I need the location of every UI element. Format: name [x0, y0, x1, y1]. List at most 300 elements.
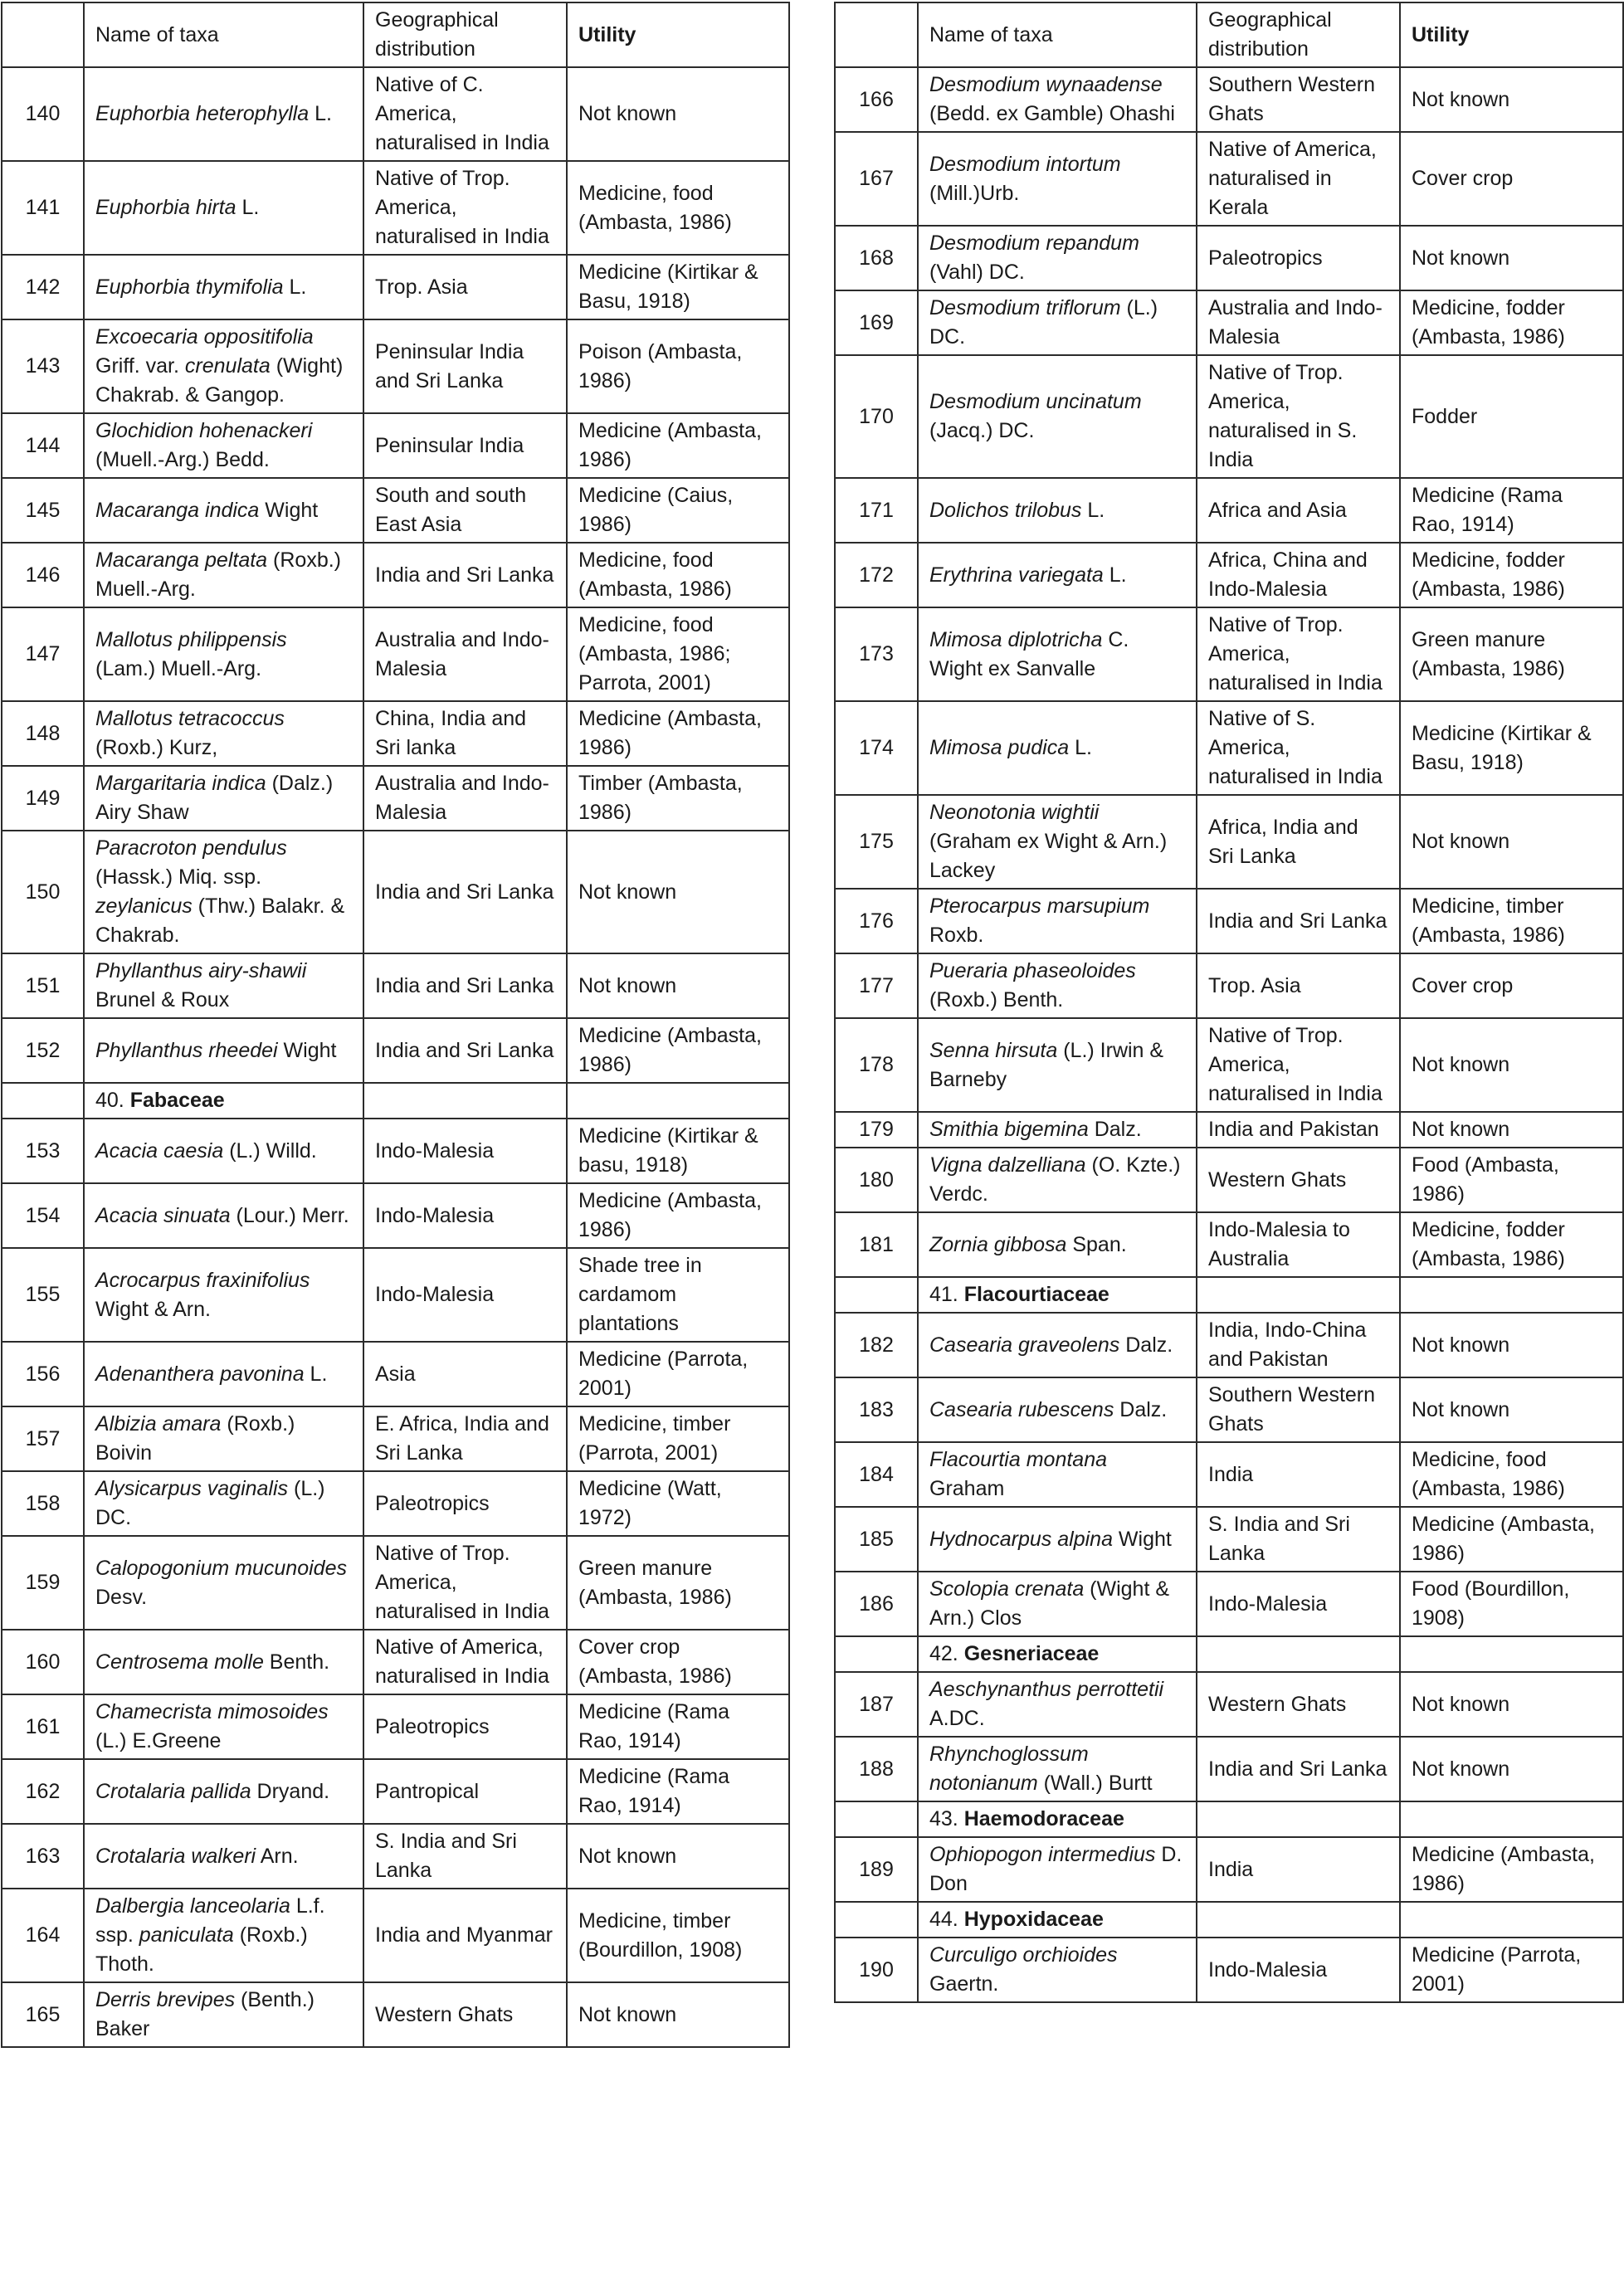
utility: Medicine (Kirtikar & Basu, 1918) [1400, 701, 1623, 795]
geographical-distribution: Trop. Asia [1197, 953, 1400, 1018]
species-name: Desmodium intortum [929, 152, 1121, 176]
author: (L.) DC. [95, 1477, 325, 1529]
taxa-name [84, 831, 363, 953]
row-number: 156 [2, 1342, 84, 1406]
taxa-name [918, 1737, 1197, 1801]
row-number: 153 [2, 1119, 84, 1183]
row-number: 186 [835, 1572, 918, 1636]
taxa-name [84, 701, 363, 766]
row-number: 150 [2, 831, 84, 953]
author: (Hassk.) Miq. ssp. [95, 865, 262, 889]
species-name: Excoecaria oppositifolia [95, 325, 314, 349]
author: L.f. ssp. [95, 1894, 325, 1947]
geographical-distribution: Peninsular India and Sri Lanka [363, 319, 567, 413]
utility: Medicine, food (Ambasta, 1986) [567, 543, 789, 607]
family-number: 43. [929, 1807, 958, 1830]
family-title: Hypoxidaceae [963, 1908, 1104, 1931]
geographical-distribution: India and Sri Lanka [1197, 889, 1400, 953]
row-number: 168 [835, 226, 918, 290]
family-number: 44. [929, 1908, 958, 1931]
species-name: Scolopia crenata [929, 1577, 1085, 1601]
species-name: Smithia bigemina [929, 1118, 1089, 1141]
row-number: 170 [835, 355, 918, 478]
geographical-distribution: India and Myanmar [363, 1889, 567, 1982]
row-number: 176 [835, 889, 918, 953]
family-number: 42. [929, 1642, 958, 1665]
geo-cell [363, 1083, 567, 1119]
author: Benth. [263, 1650, 330, 1674]
taxa-name [84, 1889, 363, 1982]
author: L. [1103, 563, 1127, 587]
species-name: Derris brevipes [95, 1988, 236, 2011]
utility-cell [1400, 1801, 1623, 1837]
taxa-name [918, 478, 1197, 543]
geographical-distribution: India [1197, 1442, 1400, 1507]
species-name: Ophiopogon intermedius [929, 1843, 1156, 1866]
family-name [918, 1902, 1197, 1938]
table-row [835, 1507, 1623, 1572]
species-name: Mimosa diplotricha [929, 627, 1103, 651]
utility: Medicine, timber (Parrota, 2001) [567, 1406, 789, 1471]
utility: Not known [1400, 1313, 1623, 1377]
author: (Roxb.) Kurz, [95, 736, 218, 759]
row-number: 159 [2, 1536, 84, 1630]
author: (L.) E.Greene [95, 1729, 222, 1752]
species-name: Dolichos trilobus [929, 498, 1082, 522]
geographical-distribution: Southern Western Ghats [1197, 67, 1400, 132]
species-name: Curculigo orchioides [929, 1943, 1118, 1967]
row-number: 185 [835, 1507, 918, 1572]
row-number: 165 [2, 1982, 84, 2047]
geographical-distribution: Paleotropics [1197, 226, 1400, 290]
geographical-distribution: Pantropical [363, 1759, 567, 1824]
row-number: 181 [835, 1212, 918, 1277]
family-row [835, 1277, 1623, 1313]
species-name: Phyllanthus airy-shawii [95, 959, 307, 982]
author: L. [1069, 736, 1092, 759]
row-number: 155 [2, 1248, 84, 1342]
geo-cell [1197, 1277, 1400, 1313]
author: (Lam.) Muell.-Arg. [95, 656, 262, 680]
family-title: Flacourtiaceae [963, 1283, 1109, 1306]
author: L. [309, 102, 332, 125]
author: (Bedd. ex Gamble) Ohashi [929, 102, 1175, 125]
utility-cell [567, 1083, 789, 1119]
geographical-distribution: India and Pakistan [1197, 1112, 1400, 1148]
infraspecific-name: paniculata [139, 1923, 234, 1947]
row-number: 149 [2, 766, 84, 831]
species-name: Pterocarpus marsupium [929, 894, 1150, 918]
taxa-name [84, 1536, 363, 1630]
author: Griff. var. [95, 354, 185, 378]
species-name: Euphorbia thymifolia [95, 275, 284, 299]
geographical-distribution: Native of Trop. America, naturalised in India [1197, 1018, 1400, 1112]
table-row [2, 161, 789, 255]
species-name: Pueraria phaseoloides [929, 959, 1136, 982]
taxa-name [918, 67, 1197, 132]
species-name: Chamecrista mimosoides [95, 1700, 329, 1723]
table-row [2, 953, 789, 1018]
geographical-distribution: Native of C. America, naturalised in India [363, 67, 567, 161]
geographical-distribution: India and Sri Lanka [363, 831, 567, 953]
table-row [2, 1018, 789, 1083]
utility: Green manure (Ambasta, 1986) [567, 1536, 789, 1630]
table-row [2, 1694, 789, 1759]
author: Desv. [95, 1585, 148, 1609]
infraspecific-name: zeylanicus [95, 894, 193, 918]
table-row [2, 1406, 789, 1471]
table-row [835, 1442, 1623, 1507]
utility: Medicine (Ambasta, 1986) [567, 1183, 789, 1248]
row-number: 167 [835, 132, 918, 226]
author: Gaertn. [929, 1972, 999, 1996]
taxa-name [84, 161, 363, 255]
family-name [84, 1083, 363, 1119]
species-name: Mallotus tetracoccus [95, 707, 285, 730]
taxa-name [918, 132, 1197, 226]
utility: Medicine (Ambasta, 1986) [567, 1018, 789, 1083]
taxa-name [918, 1148, 1197, 1212]
row-number [835, 1636, 918, 1672]
species-name: Acacia sinuata [95, 1203, 231, 1227]
header-row [835, 2, 1623, 67]
row-number [835, 1277, 918, 1313]
author: Arn. [256, 1844, 299, 1868]
geo-cell [1197, 1902, 1400, 1938]
infraspecific-name: crenulata [184, 354, 271, 378]
utility: Green manure (Ambasta, 1986) [1400, 607, 1623, 701]
author: (Dalz.) Airy Shaw [95, 772, 334, 824]
geographical-distribution: Africa, China and Indo-Malesia [1197, 543, 1400, 607]
utility: Not known [567, 1824, 789, 1889]
utility: Not known [1400, 1112, 1623, 1148]
geographical-distribution: China, India and Sri lanka [363, 701, 567, 766]
author: (Lour.) Merr. [230, 1203, 349, 1227]
taxa-name [84, 543, 363, 607]
taxa-name [918, 701, 1197, 795]
table-row [2, 1536, 789, 1630]
row-number: 171 [835, 478, 918, 543]
row-number: 146 [2, 543, 84, 607]
utility: Medicine, food (Ambasta, 1986) [1400, 1442, 1623, 1507]
geographical-distribution: Paleotropics [363, 1471, 567, 1536]
header-utility: Utility [1400, 2, 1623, 67]
author: Graham [929, 1477, 1005, 1500]
species-name: Macaranga indica [95, 498, 260, 522]
species-name: Desmodium repandum [929, 232, 1139, 255]
utility: Not known [567, 953, 789, 1018]
utility: Medicine, fodder (Ambasta, 1986) [1400, 290, 1623, 355]
geo-cell [1197, 1636, 1400, 1672]
utility: Poison (Ambasta, 1986) [567, 319, 789, 413]
taxa-name [84, 1824, 363, 1889]
taxa-name [918, 1672, 1197, 1737]
taxa-name [918, 1442, 1197, 1507]
row-number: 182 [835, 1313, 918, 1377]
utility: Medicine, timber (Bourdillon, 1908) [567, 1889, 789, 1982]
row-number: 183 [835, 1377, 918, 1442]
taxa-name [918, 607, 1197, 701]
utility: Not known [567, 1982, 789, 2047]
taxa-name [84, 255, 363, 319]
author: (O. Kzte.) Verdc. [929, 1153, 1181, 1206]
table-row [835, 1837, 1623, 1902]
taxa-name [84, 1183, 363, 1248]
taxa-name [84, 766, 363, 831]
family-name [918, 1636, 1197, 1672]
taxa-name [918, 1112, 1197, 1148]
species-name: Alysicarpus vaginalis [95, 1477, 289, 1500]
geographical-distribution: Indo-Malesia [363, 1183, 567, 1248]
row-number: 160 [2, 1630, 84, 1694]
utility: Medicine, food (Ambasta, 1986; Parrota, 2001) [567, 607, 789, 701]
family-row [835, 1801, 1623, 1837]
author: (Wight & Arn.) Clos [929, 1577, 1170, 1630]
header-row [2, 2, 789, 67]
species-name: Glochidion hohenackeri [95, 419, 313, 442]
row-number: 147 [2, 607, 84, 701]
author: L. [236, 196, 260, 219]
species-name: Casearia graveolens [929, 1333, 1120, 1357]
utility: Timber (Ambasta, 1986) [567, 766, 789, 831]
table-row [2, 766, 789, 831]
row-number: 187 [835, 1672, 918, 1737]
row-number: 164 [2, 1889, 84, 1982]
row-number: 152 [2, 1018, 84, 1083]
table-row [2, 1759, 789, 1824]
species-name: Vigna dalzelliana [929, 1153, 1086, 1177]
family-row [835, 1636, 1623, 1672]
row-number: 157 [2, 1406, 84, 1471]
species-name: Macaranga peltata [95, 548, 268, 572]
table-row [835, 478, 1623, 543]
table-row [2, 543, 789, 607]
taxa-name [84, 413, 363, 478]
table-row [2, 478, 789, 543]
row-number: 162 [2, 1759, 84, 1824]
table-row [835, 290, 1623, 355]
taxa-name [84, 1471, 363, 1536]
taxa-name [918, 1507, 1197, 1572]
species-name: Hydnocarpus alpina [929, 1527, 1113, 1551]
species-name: Senna hirsuta [929, 1038, 1058, 1062]
taxa-name [84, 1694, 363, 1759]
table-row [835, 226, 1623, 290]
table-row [835, 889, 1623, 953]
table-row [835, 795, 1623, 889]
geographical-distribution: Western Ghats [1197, 1672, 1400, 1737]
author: Wight & Arn. [95, 1297, 211, 1321]
geographical-distribution: Australia and Indo-Malesia [1197, 290, 1400, 355]
header-utility: Utility [567, 2, 789, 67]
utility: Medicine (Watt, 1972) [567, 1471, 789, 1536]
row-number: 173 [835, 607, 918, 701]
author: Dalz. [1119, 1333, 1173, 1357]
utility: Not known [1400, 226, 1623, 290]
utility: Medicine (Ambasta, 1986) [567, 413, 789, 478]
author: Dalz. [1114, 1397, 1168, 1421]
taxa-name [84, 953, 363, 1018]
taxa-name [918, 1212, 1197, 1277]
row-number: 172 [835, 543, 918, 607]
table-row [2, 1342, 789, 1406]
taxa-name [84, 478, 363, 543]
family-name [918, 1277, 1197, 1313]
species-name: Desmodium triflorum [929, 296, 1121, 319]
row-number: 142 [2, 255, 84, 319]
utility: Not known [1400, 1672, 1623, 1737]
taxa-name [918, 290, 1197, 355]
header-name: Name of taxa [918, 2, 1197, 67]
geographical-distribution: India [1197, 1837, 1400, 1902]
table-row [2, 1471, 789, 1536]
geographical-distribution: Africa, India and Sri Lanka [1197, 795, 1400, 889]
author: (Roxb.) Muell.-Arg. [95, 548, 341, 601]
utility: Medicine (Ambasta, 1986) [567, 701, 789, 766]
geographical-distribution: Indo-Malesia [1197, 1572, 1400, 1636]
row-number: 188 [835, 1737, 918, 1801]
geographical-distribution: Trop. Asia [363, 255, 567, 319]
geographical-distribution: South and south East Asia [363, 478, 567, 543]
author: A.DC. [929, 1707, 985, 1730]
utility: Medicine, fodder (Ambasta, 1986) [1400, 543, 1623, 607]
utility: Medicine (Parrota, 2001) [1400, 1938, 1623, 2002]
header-geo: Geographical distribution [363, 2, 567, 67]
author: (Wall.) Burtt [1037, 1772, 1153, 1795]
author: (Graham ex Wight & Arn.) Lackey [929, 830, 1168, 882]
infraspecific-author: (Thw.) Balakr. & Chakrab. [95, 894, 345, 947]
table-row [2, 67, 789, 161]
utility: Medicine, timber (Ambasta, 1986) [1400, 889, 1623, 953]
taxa-name [918, 1938, 1197, 2002]
utility: Medicine (Ambasta, 1986) [1400, 1507, 1623, 1572]
table-row [2, 255, 789, 319]
taxa-name [84, 1018, 363, 1083]
table-row [2, 607, 789, 701]
table-row [835, 1938, 1623, 2002]
author: Wight [1112, 1527, 1172, 1551]
species-name: Acrocarpus fraxinifolius [95, 1268, 310, 1292]
utility: Fodder [1400, 355, 1623, 478]
species-name: Erythrina variegata [929, 563, 1104, 587]
author: Wight [277, 1038, 337, 1062]
table-row [835, 607, 1623, 701]
taxa-name [84, 1119, 363, 1183]
taxa-name [84, 67, 363, 161]
geographical-distribution: S. India and Sri Lanka [1197, 1507, 1400, 1572]
row-number: 189 [835, 1837, 918, 1902]
author: Wight [259, 498, 319, 522]
species-name: Crotalaria pallida [95, 1779, 251, 1803]
table-row [835, 1572, 1623, 1636]
geographical-distribution: Western Ghats [1197, 1148, 1400, 1212]
geographical-distribution: Native of Trop. America, naturalised in India [1197, 607, 1400, 701]
utility-cell [1400, 1636, 1623, 1672]
taxa-name [84, 1406, 363, 1471]
species-name: Mallotus philippensis [95, 627, 287, 651]
author: C. Wight ex Sanvalle [929, 627, 1129, 680]
table-row [835, 1148, 1623, 1212]
taxa-name [918, 1018, 1197, 1112]
geographical-distribution: Indo-Malesia [363, 1119, 567, 1183]
geographical-distribution: Asia [363, 1342, 567, 1406]
author: (L.) Willd. [223, 1138, 317, 1163]
table-row [835, 1672, 1623, 1737]
author: (Mill.)Urb. [929, 181, 1020, 205]
utility: Medicine (Parrota, 2001) [567, 1342, 789, 1406]
table-row [835, 132, 1623, 226]
species-name: Paracroton pendulus [95, 836, 287, 860]
utility-cell [1400, 1902, 1623, 1938]
species-name: Dalbergia lanceolaria [95, 1894, 290, 1918]
table-row [2, 319, 789, 413]
utility: Medicine (Kirtikar & Basu, 1918) [567, 255, 789, 319]
geographical-distribution: Australia and Indo-Malesia [363, 766, 567, 831]
utility: Not known [1400, 1377, 1623, 1442]
author: (Roxb.) Benth. [929, 988, 1064, 1011]
family-title: Fabaceae [129, 1089, 225, 1112]
table-row [2, 1824, 789, 1889]
utility: Medicine, food (Ambasta, 1986) [567, 161, 789, 255]
geographical-distribution: Western Ghats [363, 1982, 567, 2047]
species-name: Desmodium uncinatum [929, 390, 1142, 413]
utility: Not known [1400, 1018, 1623, 1112]
utility: Not known [567, 831, 789, 953]
taxa-name [918, 1837, 1197, 1902]
row-number: 178 [835, 1018, 918, 1112]
table-row [2, 413, 789, 478]
table-row [835, 1313, 1623, 1377]
row-number: 177 [835, 953, 918, 1018]
family-number: 40. [95, 1089, 124, 1112]
utility: Not known [1400, 1737, 1623, 1801]
table-row [2, 1248, 789, 1342]
infraspecific-author: (Wight) Chakrab. & Gangop. [95, 354, 344, 407]
header-name: Name of taxa [84, 2, 363, 67]
family-row [835, 1902, 1623, 1938]
geographical-distribution: Native of S. America, naturalised in India [1197, 701, 1400, 795]
geographical-distribution: India and Sri Lanka [363, 1018, 567, 1083]
table-row [835, 355, 1623, 478]
table-row [2, 1889, 789, 1982]
table-row [835, 67, 1623, 132]
row-number: 161 [2, 1694, 84, 1759]
infraspecific-author: (Roxb.) Thoth. [95, 1923, 308, 1976]
geographical-distribution: India and Sri Lanka [363, 543, 567, 607]
row-number: 145 [2, 478, 84, 543]
header-no [2, 2, 84, 67]
species-name: Margaritaria indica [95, 772, 266, 795]
geographical-distribution: Southern Western Ghats [1197, 1377, 1400, 1442]
geographical-distribution: Indo-Malesia [363, 1248, 567, 1342]
author: L. [304, 1362, 328, 1386]
row-number: 163 [2, 1824, 84, 1889]
utility: Cover crop [1400, 953, 1623, 1018]
species-name: Euphorbia heterophylla [95, 102, 310, 125]
utility: Not known [1400, 795, 1623, 889]
geographical-distribution: Native of Trop. America, naturalised in S. India [1197, 355, 1400, 478]
utility: Food (Ambasta, 1986) [1400, 1148, 1623, 1212]
taxa-name [918, 1377, 1197, 1442]
row-number: 169 [835, 290, 918, 355]
species-name: Euphorbia hirta [95, 196, 237, 219]
table-row [2, 1183, 789, 1248]
author: (Muell.-Arg.) Bedd. [95, 448, 270, 471]
species-name: Albizia amara [95, 1412, 222, 1436]
row-number: 141 [2, 161, 84, 255]
species-name: Crotalaria walkeri [95, 1844, 256, 1868]
taxa-name [918, 1313, 1197, 1377]
